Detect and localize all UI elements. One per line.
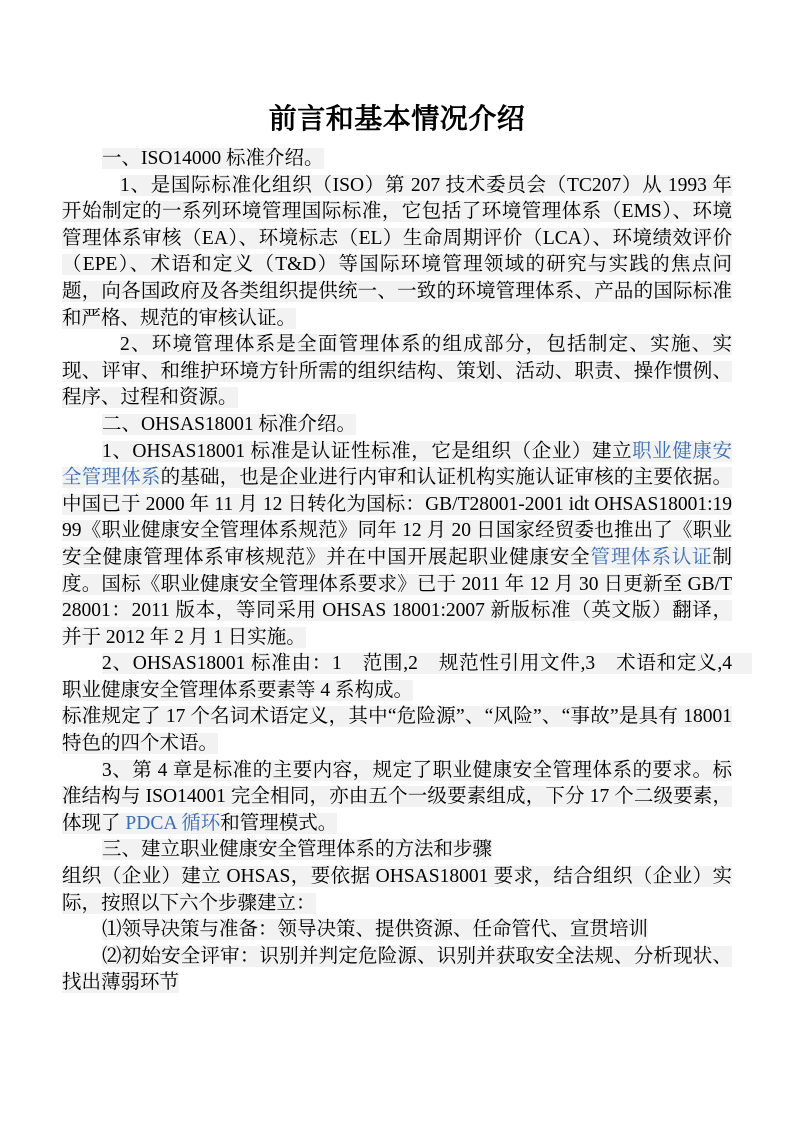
paragraph-1-2 xyxy=(62,332,732,412)
paragraph-3-1-text: 组织（企业）建立 OHSAS，要依据 OHSAS18001 要求，结合组织（企业）实际，按照以下六个步骤建立： xyxy=(62,866,732,914)
paragraph-1-2-text: 2、环境管理体系是全面管理体系的组成部分，包括制定、实施、实现、评审、和维护环境方针所需的组织结构、策划、活动、职责、操作惯例、程序、过程和资源。 xyxy=(62,334,732,409)
paragraph-2-2 xyxy=(62,651,752,704)
section-heading-2-text: 二、OHSAS18001 标准介绍。 xyxy=(102,413,357,435)
run-text: 3、第 4 章是标准的主要内容，规定了职业健康安全管理体系的要求。标准结构与 ISO14001 完全相同，亦由五个一级要素组成，下分 17 个二级要素，体现了 xyxy=(62,759,732,834)
run-text: 制度。国标《职业健康安全管理体系要求》已于 2011 年 12 月 30 日更新至 GB/T28001：2011 版本，等同采用 OHSAS 18001:2007 新版标准（英文版）翻译，并于 2012 年 2 月 1 日实施。 xyxy=(62,546,732,648)
paragraph-2-4 xyxy=(62,758,732,838)
run-text: 和管理模式。 xyxy=(220,812,338,834)
page-title: 前言和基本情况介绍 xyxy=(268,104,526,135)
document-body xyxy=(62,100,752,997)
section-heading-1-text: 一、ISO14000 标准介绍。 xyxy=(102,148,324,169)
paragraph-2-2-text: 2、OHSAS18001 标准由：1 范围,2 规范性引用文件,3 术语和定义,4 职业健康安全管理体系要素等 4 系构成。 xyxy=(62,653,752,701)
section-heading-3-text: 三、建立职业健康安全管理体系的方法和步骤 xyxy=(102,839,493,861)
paragraph-3-3-text: ⑵初始安全评审：识别并判定危险源、识别并获取安全法规、分析现状、找出薄弱环节 xyxy=(62,945,732,994)
paragraph-3-1 xyxy=(62,864,732,917)
paragraph-2-1 xyxy=(62,439,732,652)
paragraph-2-1-body xyxy=(62,441,732,648)
link-system-certification[interactable]: 管理体系认证 xyxy=(590,546,713,568)
paragraph-1-1-text: 1、是国际标准化组织（ISO）第 207 技术委员会（TC207）从 1993 年开始制定的一系列环境管理国际标准，它包括了环境管理体系（EMS）、环境管理体系审核（EA）、环境标志（EL）生命周期评价（LCA）、环境绩效评价（EPE）、术语和定义（T&D）等国际环境管理领域的研究与实践的焦点问题，向各国政府及各类组织提供统一、一致的环境管理体系、产品的国际标准和严格、规范的审核认证。 xyxy=(62,174,732,329)
link-ohsms[interactable]: 职业健康安全管理体系 xyxy=(62,440,732,489)
paragraph-1-1 xyxy=(62,173,732,333)
link-pdca-cycle[interactable]: PDCA 循环 xyxy=(125,812,221,834)
paragraph-2-4-body xyxy=(62,760,732,834)
run-text: 1、OHSAS18001 标准是认证性标准，它是组织（企业）建立 xyxy=(102,440,633,462)
section-heading-2 xyxy=(62,412,732,439)
paragraph-3-2 xyxy=(62,917,732,944)
paragraph-3-2-text: ⑴领导决策与准备：领导决策、提供资源、任命管代、宣贯培训 xyxy=(102,919,649,941)
paragraph-3-3 xyxy=(62,944,732,997)
paragraph-2-3 xyxy=(62,704,732,757)
section-heading-3 xyxy=(62,837,732,864)
run-text: 的基础，也是企业进行内审和认证机构实施认证审核的主要依据。中国已于 2000 年 11 月 12 日转化为国标：GB/T28001-2001 idt OHSAS18001:1999《职业健康安全管理体系规范》同年 12 月 20 日国家经贸委也推出了《职业安全健康管理体系审核规范》并在中国开展起职业健康安全 xyxy=(62,467,732,568)
paragraph-2-3-text: 标准规定了 17 个名词术语定义，其中“危险源”、“风险”、“事故”是具有 18001 特色的四个术语。 xyxy=(62,706,732,755)
section-heading-1 xyxy=(62,146,732,173)
